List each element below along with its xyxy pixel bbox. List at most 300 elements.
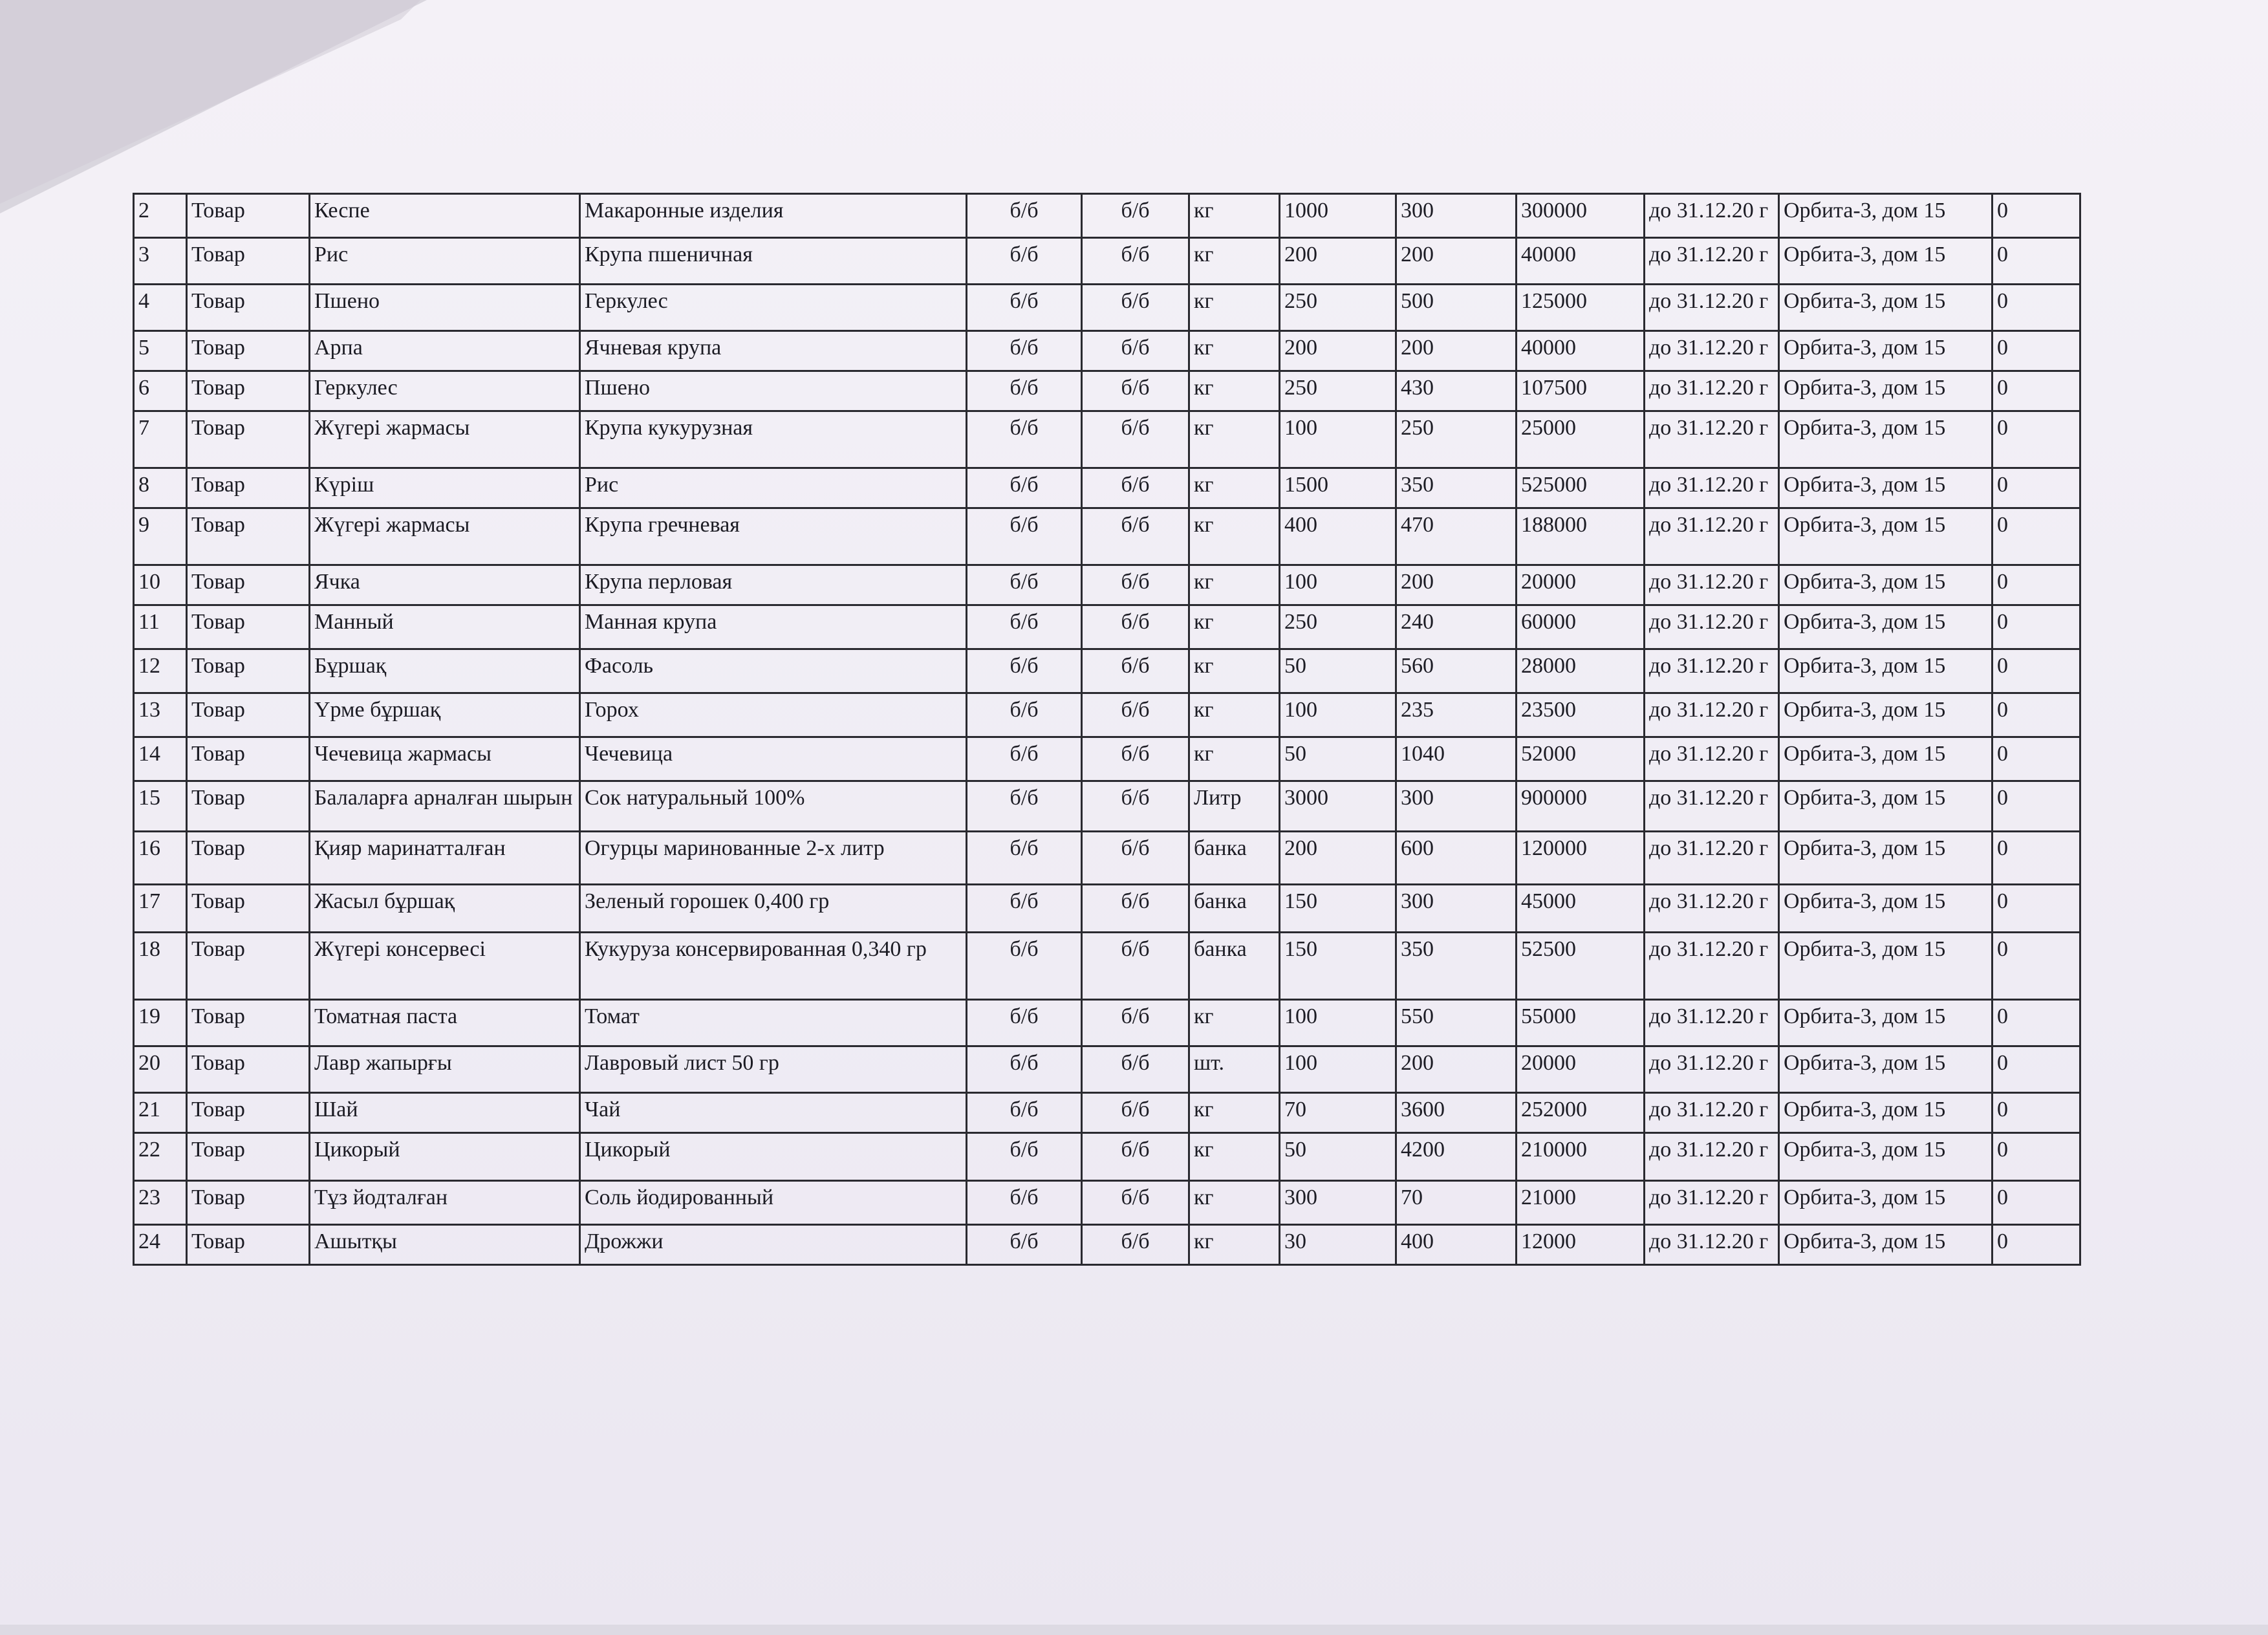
item-type-cell: Товар (187, 885, 310, 933)
item-type-cell: Товар (187, 649, 310, 693)
page-bottom-edge (0, 1625, 2268, 1635)
spec-cell: б/б (1082, 285, 1189, 331)
amount-cell: 55000 (1517, 1000, 1645, 1046)
delivery-term-cell: до 31.12.20 г (1645, 565, 1779, 605)
name-kazakh-cell: Жүгері консервесі (310, 933, 580, 1000)
advance-cell: 0 (1993, 468, 2080, 508)
price-cell: 235 (1396, 693, 1517, 737)
row-number-cell: 19 (134, 1000, 187, 1046)
delivery-term-cell: до 31.12.20 г (1645, 1046, 1779, 1093)
spec-cell: б/б (1082, 885, 1189, 933)
spec-cell: б/б (1082, 737, 1189, 781)
unit-cell: кг (1189, 371, 1280, 411)
name-russian-cell: Дрожжи (580, 1225, 967, 1265)
amount-cell: 188000 (1517, 508, 1645, 565)
quantity-cell: 200 (1280, 832, 1396, 885)
quantity-cell: 200 (1280, 331, 1396, 371)
spec-cell: б/б (967, 1093, 1082, 1133)
item-type-cell: Товар (187, 1093, 310, 1133)
spec-cell: б/б (967, 1133, 1082, 1181)
quantity-cell: 200 (1280, 238, 1396, 285)
item-type-cell: Товар (187, 693, 310, 737)
delivery-term-cell: до 31.12.20 г (1645, 1225, 1779, 1265)
delivery-term-cell: до 31.12.20 г (1645, 832, 1779, 885)
spec-cell: б/б (1082, 1093, 1189, 1133)
name-kazakh-cell: Жүгері жармасы (310, 508, 580, 565)
amount-cell: 45000 (1517, 885, 1645, 933)
spec-cell: б/б (967, 565, 1082, 605)
unit-cell: кг (1189, 508, 1280, 565)
quantity-cell: 150 (1280, 885, 1396, 933)
spec-cell: б/б (1082, 933, 1189, 1000)
delivery-place-cell: Орбита-3, дом 15 (1779, 508, 1993, 565)
name-kazakh-cell: Манный (310, 605, 580, 649)
advance-cell: 0 (1993, 411, 2080, 468)
delivery-place-cell: Орбита-3, дом 15 (1779, 1093, 1993, 1133)
delivery-place-cell: Орбита-3, дом 15 (1779, 238, 1993, 285)
unit-cell: кг (1189, 1000, 1280, 1046)
price-cell: 600 (1396, 832, 1517, 885)
advance-cell: 0 (1993, 1181, 2080, 1225)
name-russian-cell: Ячневая крупа (580, 331, 967, 371)
amount-cell: 21000 (1517, 1181, 1645, 1225)
spec-cell: б/б (967, 285, 1082, 331)
spec-cell: б/б (967, 1225, 1082, 1265)
name-russian-cell: Крупа перловая (580, 565, 967, 605)
item-type-cell: Товар (187, 737, 310, 781)
spec-cell: б/б (1082, 832, 1189, 885)
price-cell: 550 (1396, 1000, 1517, 1046)
spec-cell: б/б (1082, 649, 1189, 693)
row-number-cell: 9 (134, 508, 187, 565)
quantity-cell: 1000 (1280, 194, 1396, 238)
quantity-cell: 100 (1280, 411, 1396, 468)
table-row (134, 411, 2080, 468)
name-russian-cell: Соль йодированный (580, 1181, 967, 1225)
spec-cell: б/б (1082, 371, 1189, 411)
unit-cell: шт. (1189, 1046, 1280, 1093)
delivery-term-cell: до 31.12.20 г (1645, 468, 1779, 508)
quantity-cell: 250 (1280, 285, 1396, 331)
price-cell: 70 (1396, 1181, 1517, 1225)
quantity-cell: 50 (1280, 649, 1396, 693)
amount-cell: 40000 (1517, 331, 1645, 371)
advance-cell: 0 (1993, 605, 2080, 649)
row-number-cell: 12 (134, 649, 187, 693)
name-russian-cell: Кукуруза консервированная 0,340 гр (580, 933, 967, 1000)
amount-cell: 300000 (1517, 194, 1645, 238)
amount-cell: 23500 (1517, 693, 1645, 737)
amount-cell: 25000 (1517, 411, 1645, 468)
name-kazakh-cell: Пшено (310, 285, 580, 331)
spec-cell: б/б (1082, 781, 1189, 832)
delivery-place-cell: Орбита-3, дом 15 (1779, 371, 1993, 411)
delivery-place-cell: Орбита-3, дом 15 (1779, 1133, 1993, 1181)
spec-cell: б/б (1082, 565, 1189, 605)
quantity-cell: 100 (1280, 1000, 1396, 1046)
unit-cell: кг (1189, 693, 1280, 737)
spec-cell: б/б (1082, 1181, 1189, 1225)
delivery-place-cell: Орбита-3, дом 15 (1779, 649, 1993, 693)
row-number-cell: 17 (134, 885, 187, 933)
spec-cell: б/б (967, 781, 1082, 832)
quantity-cell: 3000 (1280, 781, 1396, 832)
delivery-place-cell: Орбита-3, дом 15 (1779, 737, 1993, 781)
amount-cell: 28000 (1517, 649, 1645, 693)
table-row (134, 781, 2080, 832)
price-cell: 4200 (1396, 1133, 1517, 1181)
delivery-place-cell: Орбита-3, дом 15 (1779, 781, 1993, 832)
amount-cell: 52000 (1517, 737, 1645, 781)
delivery-term-cell: до 31.12.20 г (1645, 411, 1779, 468)
unit-cell: кг (1189, 565, 1280, 605)
spec-cell: б/б (1082, 411, 1189, 468)
name-russian-cell: Цикорый (580, 1133, 967, 1181)
unit-cell: кг (1189, 737, 1280, 781)
price-cell: 240 (1396, 605, 1517, 649)
amount-cell: 12000 (1517, 1225, 1645, 1265)
row-number-cell: 6 (134, 371, 187, 411)
delivery-place-cell: Орбита-3, дом 15 (1779, 1046, 1993, 1093)
spec-cell: б/б (1082, 1133, 1189, 1181)
spec-cell: б/б (967, 737, 1082, 781)
price-cell: 500 (1396, 285, 1517, 331)
spec-cell: б/б (967, 411, 1082, 468)
name-kazakh-cell: Күріш (310, 468, 580, 508)
advance-cell: 0 (1993, 1000, 2080, 1046)
spec-cell: б/б (1082, 693, 1189, 737)
spec-cell: б/б (967, 649, 1082, 693)
amount-cell: 252000 (1517, 1093, 1645, 1133)
item-type-cell: Товар (187, 1181, 310, 1225)
advance-cell: 0 (1993, 737, 2080, 781)
advance-cell: 0 (1993, 1046, 2080, 1093)
spec-cell: б/б (967, 1000, 1082, 1046)
row-number-cell: 16 (134, 832, 187, 885)
name-russian-cell: Горох (580, 693, 967, 737)
name-kazakh-cell: Ячка (310, 565, 580, 605)
spec-cell: б/б (967, 371, 1082, 411)
price-cell: 350 (1396, 933, 1517, 1000)
name-kazakh-cell: Цикорый (310, 1133, 580, 1181)
table-row (134, 1133, 2080, 1181)
delivery-term-cell: до 31.12.20 г (1645, 194, 1779, 238)
item-type-cell: Товар (187, 781, 310, 832)
item-type-cell: Товар (187, 411, 310, 468)
name-kazakh-cell: Чечевица жармасы (310, 737, 580, 781)
spec-cell: б/б (1082, 238, 1189, 285)
quantity-cell: 70 (1280, 1093, 1396, 1133)
advance-cell: 0 (1993, 885, 2080, 933)
table-row (134, 371, 2080, 411)
row-number-cell: 11 (134, 605, 187, 649)
price-cell: 200 (1396, 331, 1517, 371)
spec-cell: б/б (1082, 605, 1189, 649)
name-kazakh-cell: Томатная паста (310, 1000, 580, 1046)
item-type-cell: Товар (187, 1000, 310, 1046)
quantity-cell: 250 (1280, 605, 1396, 649)
advance-cell: 0 (1993, 693, 2080, 737)
advance-cell: 0 (1993, 933, 2080, 1000)
table-row (134, 1046, 2080, 1093)
item-type-cell: Товар (187, 194, 310, 238)
row-number-cell: 20 (134, 1046, 187, 1093)
item-type-cell: Товар (187, 371, 310, 411)
unit-cell: кг (1189, 238, 1280, 285)
row-number-cell: 24 (134, 1225, 187, 1265)
row-number-cell: 14 (134, 737, 187, 781)
delivery-term-cell: до 31.12.20 г (1645, 781, 1779, 832)
price-cell: 560 (1396, 649, 1517, 693)
table-row (134, 565, 2080, 605)
spec-cell: б/б (967, 605, 1082, 649)
unit-cell: кг (1189, 1093, 1280, 1133)
unit-cell: кг (1189, 649, 1280, 693)
delivery-term-cell: до 31.12.20 г (1645, 693, 1779, 737)
spec-cell: б/б (967, 885, 1082, 933)
spec-cell: б/б (967, 508, 1082, 565)
amount-cell: 20000 (1517, 1046, 1645, 1093)
spec-cell: б/б (967, 468, 1082, 508)
delivery-term-cell: до 31.12.20 г (1645, 1000, 1779, 1046)
quantity-cell: 100 (1280, 1046, 1396, 1093)
unit-cell: кг (1189, 468, 1280, 508)
spec-cell: б/б (967, 238, 1082, 285)
row-number-cell: 3 (134, 238, 187, 285)
unit-cell: кг (1189, 331, 1280, 371)
name-kazakh-cell: Шай (310, 1093, 580, 1133)
delivery-place-cell: Орбита-3, дом 15 (1779, 285, 1993, 331)
quantity-cell: 250 (1280, 371, 1396, 411)
delivery-term-cell: до 31.12.20 г (1645, 1133, 1779, 1181)
name-russian-cell: Огурцы маринованные 2-х литр (580, 832, 967, 885)
price-cell: 300 (1396, 885, 1517, 933)
row-number-cell: 10 (134, 565, 187, 605)
unit-cell: банка (1189, 933, 1280, 1000)
amount-cell: 125000 (1517, 285, 1645, 331)
item-type-cell: Товар (187, 285, 310, 331)
item-type-cell: Товар (187, 331, 310, 371)
table-row (134, 238, 2080, 285)
spec-cell: б/б (967, 194, 1082, 238)
advance-cell: 0 (1993, 194, 2080, 238)
delivery-term-cell: до 31.12.20 г (1645, 885, 1779, 933)
name-kazakh-cell: Балаларға арналған шырын (310, 781, 580, 832)
item-type-cell: Товар (187, 1133, 310, 1181)
spec-cell: б/б (1082, 468, 1189, 508)
table-row (134, 737, 2080, 781)
quantity-cell: 400 (1280, 508, 1396, 565)
item-type-cell: Товар (187, 832, 310, 885)
goods-table (133, 193, 2081, 1266)
table-row (134, 1225, 2080, 1265)
advance-cell: 0 (1993, 371, 2080, 411)
row-number-cell: 18 (134, 933, 187, 1000)
advance-cell: 0 (1993, 285, 2080, 331)
table-row (134, 468, 2080, 508)
item-type-cell: Товар (187, 508, 310, 565)
spec-cell: б/б (1082, 1046, 1189, 1093)
name-russian-cell: Сок натуральный 100% (580, 781, 967, 832)
delivery-term-cell: до 31.12.20 г (1645, 649, 1779, 693)
table-row (134, 649, 2080, 693)
unit-cell: Литр (1189, 781, 1280, 832)
spec-cell: б/б (967, 933, 1082, 1000)
delivery-term-cell: до 31.12.20 г (1645, 331, 1779, 371)
item-type-cell: Товар (187, 238, 310, 285)
name-kazakh-cell: Арпа (310, 331, 580, 371)
amount-cell: 107500 (1517, 371, 1645, 411)
delivery-term-cell: до 31.12.20 г (1645, 285, 1779, 331)
unit-cell: кг (1189, 1181, 1280, 1225)
quantity-cell: 50 (1280, 737, 1396, 781)
amount-cell: 210000 (1517, 1133, 1645, 1181)
table-row (134, 508, 2080, 565)
spec-cell: б/б (967, 832, 1082, 885)
price-cell: 250 (1396, 411, 1517, 468)
name-kazakh-cell: Рис (310, 238, 580, 285)
delivery-place-cell: Орбита-3, дом 15 (1779, 331, 1993, 371)
table-row (134, 1093, 2080, 1133)
delivery-place-cell: Орбита-3, дом 15 (1779, 565, 1993, 605)
name-russian-cell: Чай (580, 1093, 967, 1133)
quantity-cell: 30 (1280, 1225, 1396, 1265)
delivery-place-cell: Орбита-3, дом 15 (1779, 1000, 1993, 1046)
table-row (134, 1000, 2080, 1046)
spec-cell: б/б (1082, 508, 1189, 565)
row-number-cell: 8 (134, 468, 187, 508)
name-russian-cell: Лавровый лист 50 гр (580, 1046, 967, 1093)
delivery-place-cell: Орбита-3, дом 15 (1779, 605, 1993, 649)
name-russian-cell: Макаронные изделия (580, 194, 967, 238)
name-kazakh-cell: Үрме бұршақ (310, 693, 580, 737)
name-russian-cell: Пшено (580, 371, 967, 411)
name-kazakh-cell: Лавр жапырғы (310, 1046, 580, 1093)
delivery-term-cell: до 31.12.20 г (1645, 605, 1779, 649)
amount-cell: 20000 (1517, 565, 1645, 605)
name-kazakh-cell: Жасыл бұршақ (310, 885, 580, 933)
row-number-cell: 23 (134, 1181, 187, 1225)
item-type-cell: Товар (187, 605, 310, 649)
advance-cell: 0 (1993, 331, 2080, 371)
amount-cell: 525000 (1517, 468, 1645, 508)
row-number-cell: 13 (134, 693, 187, 737)
delivery-place-cell: Орбита-3, дом 15 (1779, 468, 1993, 508)
goods-table-body (134, 194, 2080, 1265)
advance-cell: 0 (1993, 832, 2080, 885)
quantity-cell: 50 (1280, 1133, 1396, 1181)
price-cell: 200 (1396, 238, 1517, 285)
price-cell: 3600 (1396, 1093, 1517, 1133)
name-kazakh-cell: Тұз йодталған (310, 1181, 580, 1225)
delivery-term-cell: до 31.12.20 г (1645, 508, 1779, 565)
price-cell: 350 (1396, 468, 1517, 508)
name-russian-cell: Крупа кукурузная (580, 411, 967, 468)
name-russian-cell: Чечевица (580, 737, 967, 781)
unit-cell: кг (1189, 1133, 1280, 1181)
amount-cell: 120000 (1517, 832, 1645, 885)
delivery-place-cell: Орбита-3, дом 15 (1779, 885, 1993, 933)
table-row (134, 1181, 2080, 1225)
amount-cell: 40000 (1517, 238, 1645, 285)
advance-cell: 0 (1993, 565, 2080, 605)
amount-cell: 900000 (1517, 781, 1645, 832)
spec-cell: б/б (1082, 331, 1189, 371)
row-number-cell: 5 (134, 331, 187, 371)
amount-cell: 60000 (1517, 605, 1645, 649)
name-russian-cell: Манная крупа (580, 605, 967, 649)
unit-cell: банка (1189, 832, 1280, 885)
table-row (134, 605, 2080, 649)
spec-cell: б/б (967, 1181, 1082, 1225)
table-row (134, 331, 2080, 371)
name-russian-cell: Зеленый горошек 0,400 гр (580, 885, 967, 933)
delivery-term-cell: до 31.12.20 г (1645, 737, 1779, 781)
delivery-place-cell: Орбита-3, дом 15 (1779, 1225, 1993, 1265)
price-cell: 300 (1396, 194, 1517, 238)
item-type-cell: Товар (187, 565, 310, 605)
advance-cell: 0 (1993, 1133, 2080, 1181)
quantity-cell: 100 (1280, 693, 1396, 737)
advance-cell: 0 (1993, 238, 2080, 285)
delivery-term-cell: до 31.12.20 г (1645, 1093, 1779, 1133)
item-type-cell: Товар (187, 1225, 310, 1265)
name-russian-cell: Крупа пшеничная (580, 238, 967, 285)
price-cell: 1040 (1396, 737, 1517, 781)
delivery-place-cell: Орбита-3, дом 15 (1779, 194, 1993, 238)
table-row (134, 693, 2080, 737)
price-cell: 400 (1396, 1225, 1517, 1265)
advance-cell: 0 (1993, 781, 2080, 832)
table-row (134, 194, 2080, 238)
delivery-term-cell: до 31.12.20 г (1645, 1181, 1779, 1225)
advance-cell: 0 (1993, 508, 2080, 565)
item-type-cell: Товар (187, 1046, 310, 1093)
delivery-place-cell: Орбита-3, дом 15 (1779, 693, 1993, 737)
quantity-cell: 100 (1280, 565, 1396, 605)
name-russian-cell: Крупа гречневая (580, 508, 967, 565)
quantity-cell: 1500 (1280, 468, 1396, 508)
unit-cell: кг (1189, 411, 1280, 468)
unit-cell: кг (1189, 1225, 1280, 1265)
table-row (134, 832, 2080, 885)
price-cell: 470 (1396, 508, 1517, 565)
unit-cell: кг (1189, 285, 1280, 331)
price-cell: 300 (1396, 781, 1517, 832)
row-number-cell: 4 (134, 285, 187, 331)
spec-cell: б/б (1082, 1225, 1189, 1265)
delivery-place-cell: Орбита-3, дом 15 (1779, 832, 1993, 885)
name-kazakh-cell: Кеспе (310, 194, 580, 238)
row-number-cell: 22 (134, 1133, 187, 1181)
spec-cell: б/б (1082, 194, 1189, 238)
item-type-cell: Товар (187, 933, 310, 1000)
name-kazakh-cell: Бұршақ (310, 649, 580, 693)
advance-cell: 0 (1993, 649, 2080, 693)
delivery-term-cell: до 31.12.20 г (1645, 238, 1779, 285)
row-number-cell: 2 (134, 194, 187, 238)
delivery-place-cell: Орбита-3, дом 15 (1779, 1181, 1993, 1225)
price-cell: 200 (1396, 565, 1517, 605)
name-russian-cell: Фасоль (580, 649, 967, 693)
row-number-cell: 7 (134, 411, 187, 468)
spec-cell: б/б (1082, 1000, 1189, 1046)
unit-cell: банка (1189, 885, 1280, 933)
name-kazakh-cell: Жүгері жармасы (310, 411, 580, 468)
amount-cell: 52500 (1517, 933, 1645, 1000)
delivery-term-cell: до 31.12.20 г (1645, 933, 1779, 1000)
advance-cell: 0 (1993, 1225, 2080, 1265)
